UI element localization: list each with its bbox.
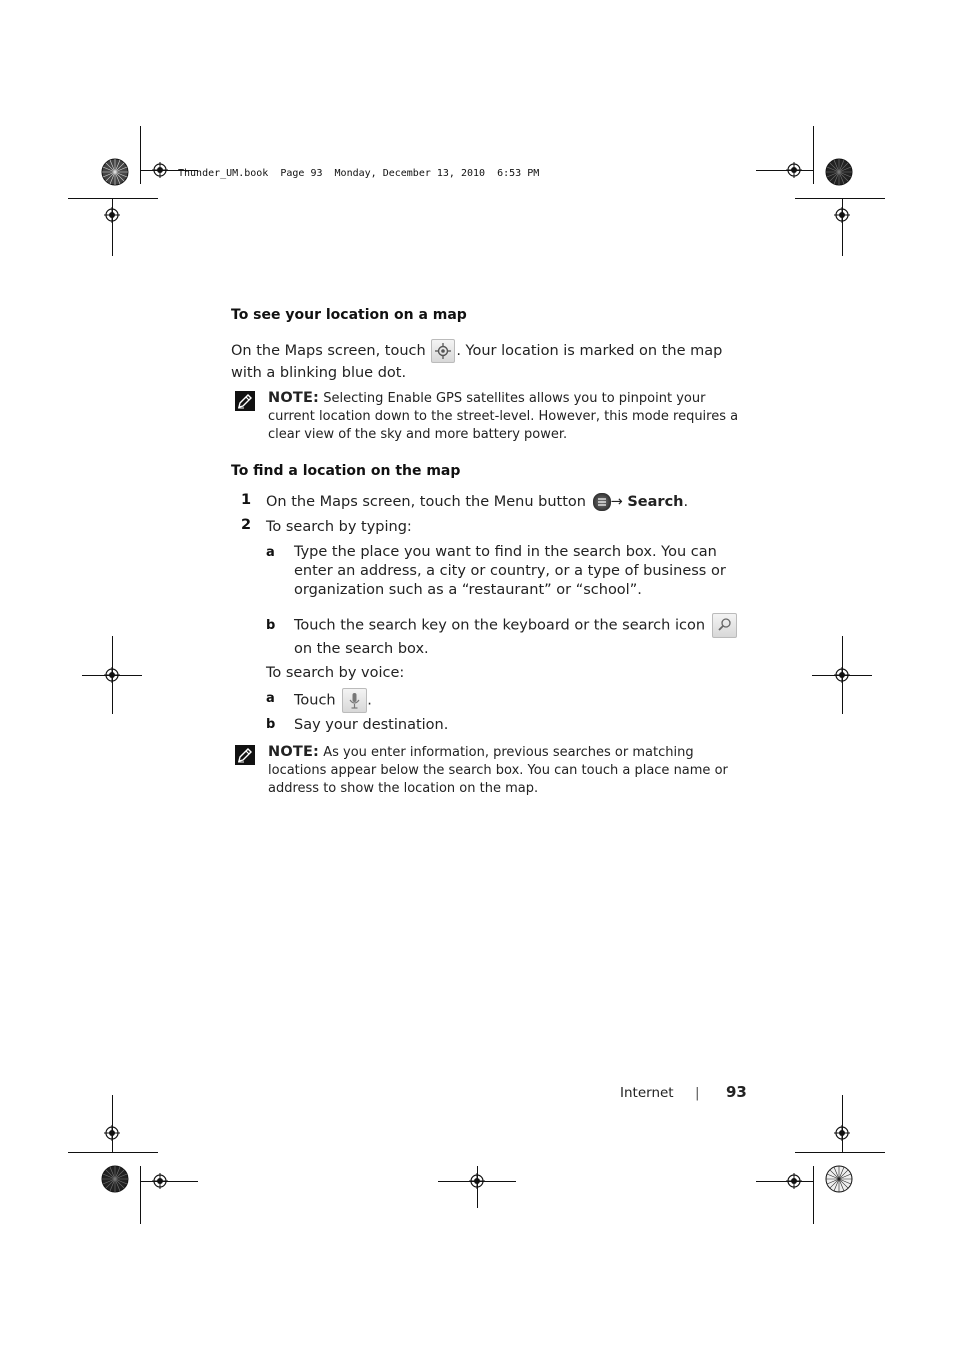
registration-target-icon <box>834 207 850 223</box>
crop-line <box>112 1095 113 1153</box>
paragraph-text: . Your location is marked on the map <box>456 343 723 359</box>
note-text: current location down to the street-level. However, this mode requires a <box>268 409 739 424</box>
registration-target-icon <box>152 162 168 178</box>
paragraph-text: On the Maps screen, touch <box>231 343 426 359</box>
my-location-icon <box>431 339 455 363</box>
crop-line <box>795 198 885 199</box>
step-text: On the Maps screen, touch the Menu button <box>266 494 586 510</box>
registration-target-icon <box>104 667 120 683</box>
crop-line <box>813 126 814 184</box>
registration-target-icon <box>834 667 850 683</box>
paragraph-see-location <box>231 339 751 383</box>
note-label: NOTE: <box>268 744 320 760</box>
step-2: To search by typing: <box>266 519 412 535</box>
note-text: locations appear below the search box. You can touch a place name or <box>268 763 728 778</box>
note-text: address to show the location on the map. <box>268 781 539 796</box>
crop-line <box>813 1166 814 1224</box>
note-gps <box>268 389 758 444</box>
footer-separator: | <box>695 1085 700 1101</box>
section-heading-find-location: To find a location on the map <box>231 463 461 479</box>
substep-letter: a <box>266 691 275 706</box>
crop-line <box>140 1166 141 1224</box>
note-search-suggestions <box>268 743 758 798</box>
substep-text: enter an address, a city or country, or a type of business or <box>294 563 726 579</box>
crop-line <box>756 170 814 171</box>
crop-line <box>756 1181 814 1182</box>
note-pencil-icon <box>235 745 255 765</box>
crop-line <box>795 1152 885 1153</box>
note-text: As you enter information, previous searches or matching <box>323 745 694 760</box>
registration-target-icon <box>469 1173 485 1189</box>
step-1 <box>266 492 746 512</box>
substep-text: Touch <box>294 692 336 709</box>
substep-search-key <box>294 613 754 660</box>
substep-text: on the search box. <box>294 641 429 657</box>
voice-intro: To search by voice: <box>266 665 405 681</box>
page-number: 93 <box>726 1083 747 1101</box>
registration-target-icon <box>834 1125 850 1141</box>
note-pencil-icon <box>235 391 255 411</box>
crop-line <box>68 1152 158 1153</box>
note-label: NOTE: <box>268 390 320 406</box>
substep-say-destination: Say your destination. <box>294 717 449 733</box>
registration-target-icon <box>104 1125 120 1141</box>
crop-line <box>68 198 158 199</box>
substep-text: . <box>367 692 372 709</box>
section-heading-see-location: To see your location on a map <box>231 307 467 323</box>
registration-target-icon <box>152 1173 168 1189</box>
crop-line <box>140 126 141 184</box>
starburst-mark-icon <box>101 1165 129 1193</box>
starburst-mark-icon <box>101 158 129 186</box>
substep-letter: b <box>266 618 276 633</box>
crop-line <box>842 1095 843 1153</box>
paragraph-text: with a blinking blue dot. <box>231 365 407 381</box>
arrow-glyph: → <box>610 494 623 510</box>
menu-button-icon <box>593 493 611 511</box>
microphone-icon <box>342 688 367 713</box>
step-text: . <box>683 494 689 510</box>
substep-text: organization such as a “restaurant” or “school”. <box>294 582 642 598</box>
step-bold-text: Search <box>627 494 684 510</box>
starburst-mark-icon <box>825 1165 853 1193</box>
step-number: 2 <box>241 517 252 533</box>
substep-text: Touch the search key on the keyboard or the search icon <box>294 617 706 634</box>
substep-type-place <box>294 543 754 600</box>
crop-line <box>140 1181 198 1182</box>
note-text: clear view of the sky and more battery power. <box>268 427 568 442</box>
print-slug-line: Thunder_UM.book Page 93 Monday, December 13, 2010 6:53 PM <box>178 168 540 179</box>
registration-target-icon <box>104 207 120 223</box>
magnifier-icon <box>712 613 737 638</box>
note-text: Selecting Enable GPS satellites allows you to pinpoint your <box>323 391 706 406</box>
substep-text: Type the place you want to find in the search box. You can <box>294 544 717 560</box>
footer-section-name: Internet <box>620 1085 674 1101</box>
registration-target-icon <box>786 1173 802 1189</box>
substep-letter: a <box>266 545 275 560</box>
registration-target-icon <box>786 162 802 178</box>
substep-letter: b <box>266 717 276 732</box>
step-number: 1 <box>241 492 252 508</box>
substep-touch-mic <box>294 688 372 713</box>
starburst-mark-icon <box>825 158 853 186</box>
